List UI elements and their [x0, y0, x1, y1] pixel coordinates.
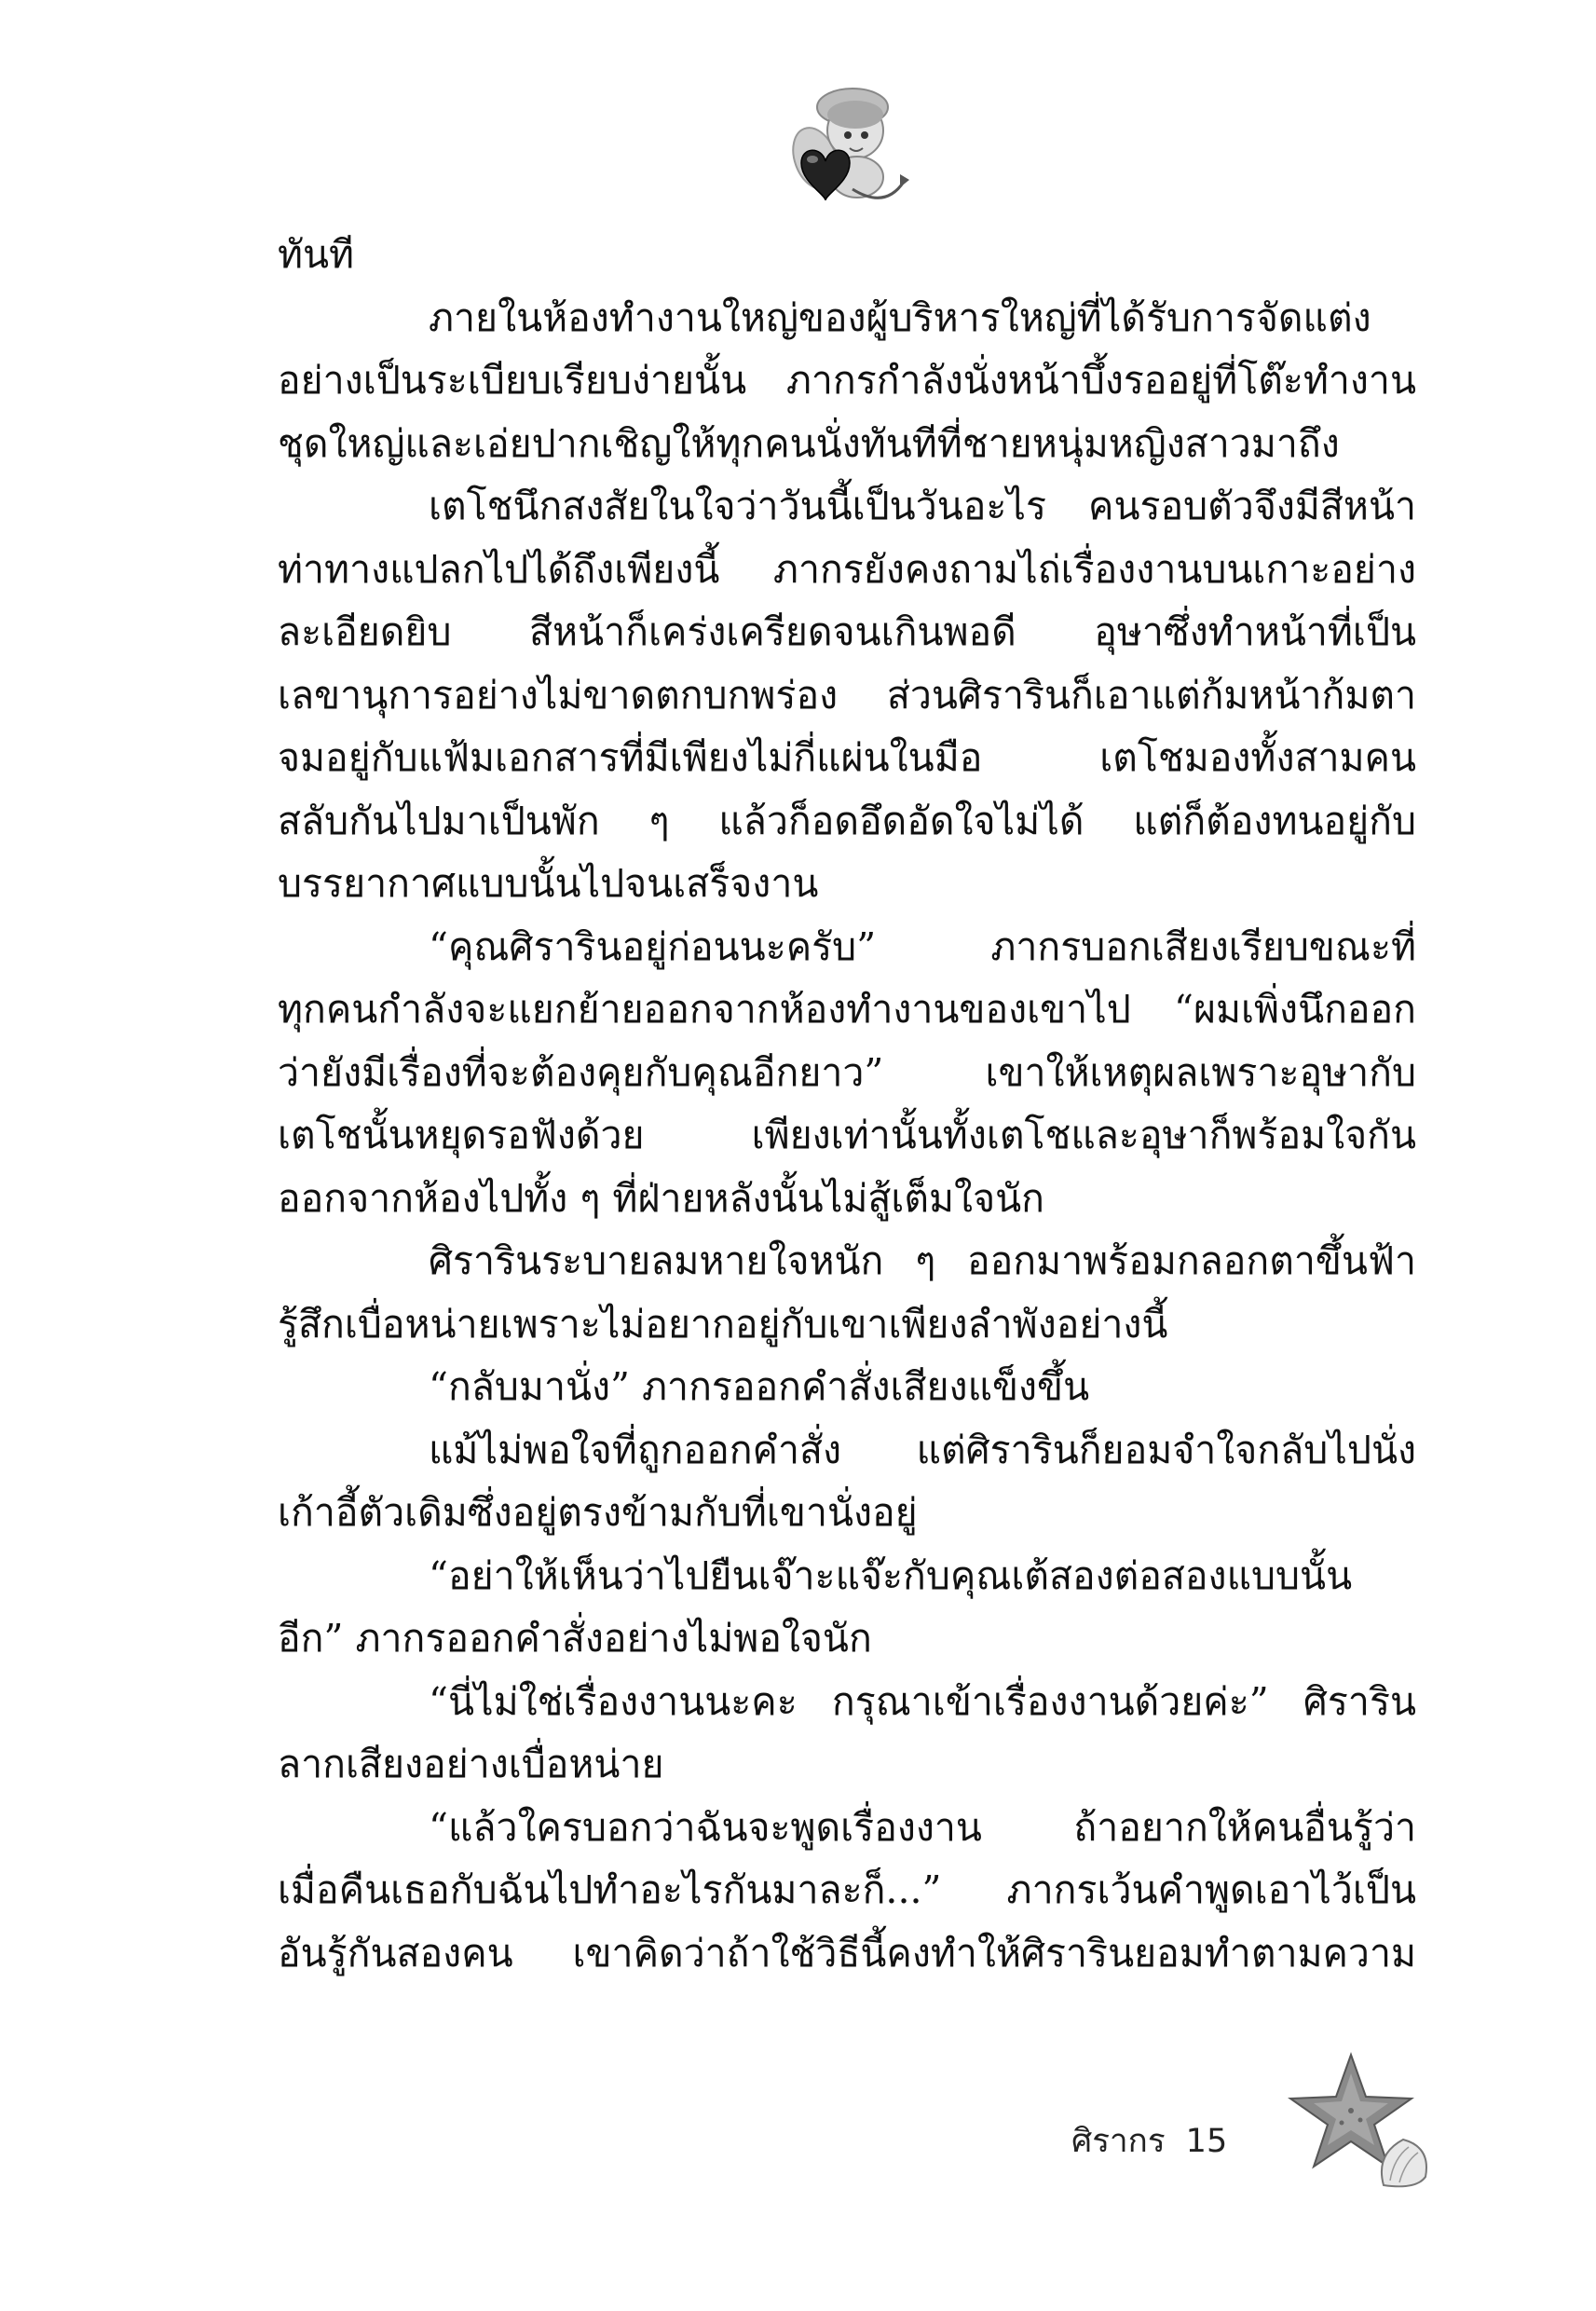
- text-line: ท่าทางแปลกไปได้ถึงเพียงนี้ ภากรยังคงถามไถ่เรื่องงานบนเกาะอย่าง: [278, 546, 1416, 592]
- text-line: ละเอียดยิบ สีหน้าก็เคร่งเครียดจนเกินพอดี อุษาซึ่งทำหน้าที่เป็น: [278, 609, 1416, 654]
- text-line: ว่ายังมีเรื่องที่จะต้องคุยกับคุณอีกยาว” เขาให้เหตุผลเพราะอุษากับ: [278, 1049, 1416, 1095]
- text-line: เลขานุการอย่างไม่ขาดตกบกพร่อง ส่วนศิรารินก็เอาแต่ก้มหน้าก้มตา: [278, 672, 1416, 718]
- text-line: “แล้วใครบอกว่าฉันจะพูดเรื่องงาน ถ้าอยากให้คนอื่นรู้ว่า: [429, 1804, 1416, 1850]
- text-line: เตโชนั้นหยุดรอฟังด้วย เพียงเท่านั้นทั้งเตโชและอุษาก็พร้อมใจกัน: [278, 1113, 1416, 1157]
- text-line: อย่างเป็นระเบียบเรียบง่ายนั้น ภากรกำลังนั่งหน้าบึ้งรออยู่ที่โต๊ะทำงาน: [278, 358, 1416, 403]
- text-line: สลับกันไปมาเป็นพัก ๆ แล้วก็อดอึดอัดใจไม่ได้ แต่ก็ต้องทนอยู่กับ: [278, 798, 1416, 843]
- text-line: แม้ไม่พอใจที่ถูกออกคำสั่ง แต่ศิรารินก็ยอมจำใจกลับไปนั่ง: [429, 1427, 1416, 1472]
- cupid-heart-icon: [764, 70, 913, 219]
- text-line: เก้าอี้ตัวเดิมซึ่งอยู่ตรงข้ามกับที่เขานั่งอยู่: [278, 1490, 918, 1535]
- text-line: ลากเสียงอย่างเบื่อหน่าย: [278, 1742, 664, 1786]
- text-line: บรรยากาศแบบนั้นไปจนเสร็จงาน: [278, 861, 819, 906]
- text-line: ชุดใหญ่และเอ่ยปากเชิญให้ทุกคนนั่งทันทีที่ชายหนุ่มหญิงสาวมาถึง: [278, 420, 1340, 466]
- text-line: อีก” ภากรออกคำสั่งอย่างไม่พอใจนัก: [278, 1616, 872, 1661]
- text-line: ศิรารินระบายลมหายใจหนัก ๆ ออกมาพร้อมกลอกตาขึ้นฟ้า: [429, 1238, 1416, 1283]
- text-line: เตโชนึกสงสัยในใจว่าวันนี้เป็นวันอะไร คนรอบตัวจึงมีสีหน้า: [429, 484, 1416, 528]
- page-number: 15: [1185, 2123, 1228, 2160]
- starfish-shell-icon: [1286, 2050, 1435, 2190]
- text-line: อันรู้กันสองคน เขาคิดว่าถ้าใช้วิธีนี้คงทำให้ศิรารินยอมทำตามความ: [278, 1930, 1416, 1976]
- text-line: ออกจากห้องไปทั้ง ๆ ที่ฝ่ายหลังนั้นไม่สู้เต็มใจนัก: [278, 1175, 1044, 1221]
- text-line: จมอยู่กับแฟ้มเอกสารที่มีเพียงไม่กี่แผ่นในมือ เตโชมองทั้งสามคน: [278, 735, 1416, 780]
- text-line: “อย่าให้เห็นว่าไปยืนเจ๊าะแจ๊ะกับคุณเต้สองต่อสองแบบนั้น: [429, 1552, 1353, 1598]
- text-line: ภายในห้องทำงานใหญ่ของผู้บริหารใหญ่ที่ได้รับการจัดแต่ง: [429, 294, 1371, 340]
- text-line: เมื่อคืนเธอกับฉันไปทำอะไรกันมาละก็...” ภากรเว้นคำพูดเอาไว้เป็น: [278, 1867, 1416, 1912]
- text-line: รู้สึกเบื่อหน่ายเพราะไม่อยากอยู่กับเขาเพียงลำพังอย่างนี้: [278, 1301, 1168, 1347]
- text-line: ทันที: [278, 232, 355, 277]
- body-text: [278, 224, 1416, 1985]
- text-line: “นี่ไม่ใช่เรื่องงานนะคะ กรุณาเข้าเรื่องงานด้วยค่ะ” ศิราริน: [429, 1678, 1416, 1724]
- text-line: “กลับมานั่ง” ภากรออกคำสั่งเสียงแข็งขึ้น: [429, 1364, 1090, 1409]
- page-footer: [1071, 2113, 1227, 2169]
- footer-title: ศิรากร: [1071, 2123, 1166, 2160]
- text-line: ทุกคนกำลังจะแยกย้ายออกจากห้องทำงานของเขาไป “ผมเพิ่งนึกออก: [278, 987, 1416, 1032]
- text-line: “คุณศิรารินอยู่ก่อนนะครับ” ภากรบอกเสียงเรียบขณะที่: [429, 923, 1416, 969]
